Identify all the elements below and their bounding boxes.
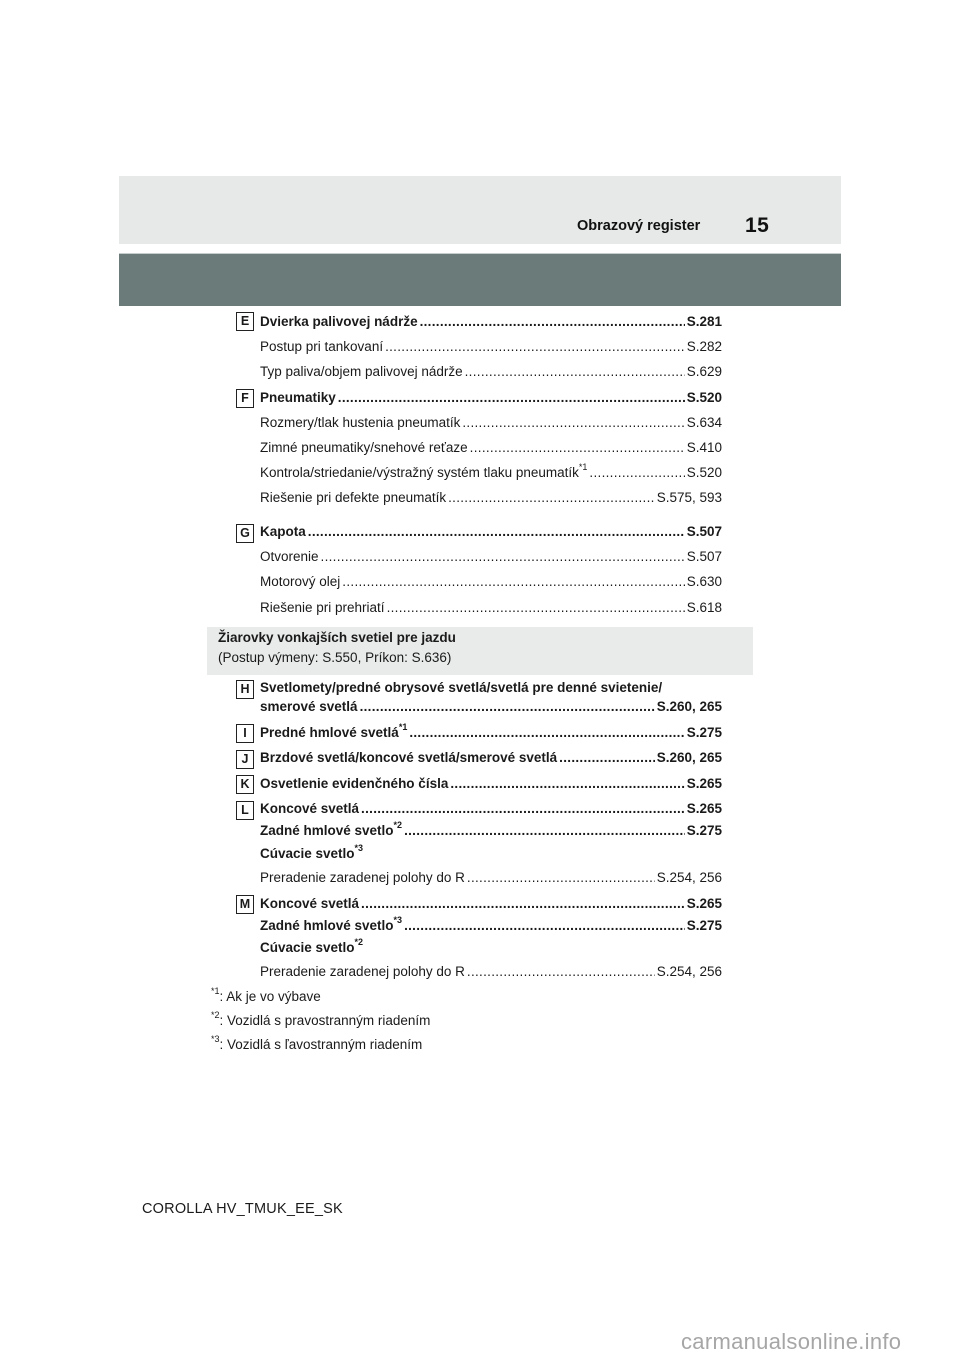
index-entry[interactable]: Preradenie zaradenej polohy do R ..... S.254, 256	[260, 868, 722, 888]
callout-box-l: L	[236, 801, 254, 820]
page-ref[interactable]: S.275	[686, 823, 722, 838]
callout-box-k: K	[236, 775, 254, 794]
index-entry[interactable]: Koncové svetlá ..... S.265	[260, 799, 722, 819]
index-entry[interactable]: Postup pri tankovaní ..... S.282	[260, 337, 722, 357]
footnote-mark: *3	[393, 914, 403, 925]
section-title: Obrazový register	[577, 218, 701, 234]
index-entry[interactable]: Zadné hmlové svetlo$^{*3}$ ..... S.275	[260, 916, 722, 936]
footnote-mark: *3	[354, 842, 364, 853]
footnote: $^{*3}$: Vozidlá s ľavostranným riadením	[211, 1033, 423, 1052]
page-ref[interactable]: S.410	[686, 440, 722, 455]
page-ref[interactable]: S.507	[686, 549, 722, 564]
index-entry[interactable]: Dvierka palivovej nádrže ..... S.281	[260, 312, 722, 332]
index-entry-line1[interactable]: Svetlomety/predné obrysové svetlá/svetlá pre denné svietenie/	[260, 680, 663, 695]
page-ref[interactable]: S.265	[686, 776, 722, 791]
page-ref[interactable]: S.254, 256	[656, 870, 722, 885]
index-entry[interactable]: Koncové svetlá ..... S.265	[260, 894, 722, 914]
page-ref[interactable]: S.282	[686, 339, 722, 354]
page-ref[interactable]: S.618	[686, 600, 722, 615]
page-ref[interactable]: S.281	[686, 314, 722, 329]
footnote-mark: *1	[398, 721, 408, 732]
page-ref[interactable]: S.260, 265	[656, 750, 722, 765]
index-entry[interactable]: Motorový olej ..... S.630	[260, 572, 722, 592]
page-header-dark-band	[119, 253, 841, 306]
page-ref[interactable]: S.520	[686, 390, 722, 405]
index-entry[interactable]: Brzdové svetlá/koncové svetlá/smerové svetlá ..... S.260, 265	[260, 748, 722, 768]
page-ref[interactable]: S.275	[686, 725, 722, 740]
index-entry[interactable]: Otvorenie ..... S.507	[260, 547, 722, 567]
footnote-mark: *2	[354, 936, 364, 947]
callout-box-g: G	[236, 524, 254, 543]
model-code: COROLLA HV_TMUK_EE_SK	[142, 1201, 343, 1217]
callout-box-h: H	[236, 680, 254, 699]
index-entry-heading: Cúvacie svetlo$^{*3}$	[260, 842, 364, 861]
footnote-mark: *2	[393, 819, 403, 830]
index-entry[interactable]: Riešenie pri defekte pneumatík ..... S.575, 593	[260, 488, 722, 508]
index-entry-heading: Cúvacie svetlo$^{*2}$	[260, 936, 364, 955]
page-number: 15	[745, 214, 770, 237]
callout-box-m: M	[236, 895, 254, 914]
index-entry[interactable]: Zimné pneumatiky/snehové reťaze ..... S.410	[260, 438, 722, 458]
index-entry[interactable]: Zadné hmlové svetlo$^{*2}$ ..... S.275	[260, 821, 722, 841]
page-ref[interactable]: S.575, 593	[656, 490, 722, 505]
callout-box-e: E	[236, 312, 254, 331]
callout-box-f: F	[236, 389, 254, 408]
index-entry[interactable]: Typ paliva/objem palivovej nádrže ..... S.629	[260, 362, 722, 382]
page-ref[interactable]: S.275	[686, 918, 722, 933]
section-subheading: (Postup výmeny: S.550, Príkon: S.636)	[218, 650, 452, 665]
page-ref[interactable]: S.520	[686, 465, 722, 480]
footnote: $^{*1}$: Ak je vo výbave	[211, 985, 321, 1004]
index-entry[interactable]: Kontrola/striedanie/výstražný systém tlaku pneumatík$^{*1}$ ..... S.520	[260, 463, 722, 483]
index-entry[interactable]: smerové svetlá ..... S.260, 265	[260, 697, 722, 717]
section-heading: Žiarovky vonkajších svetiel pre jazdu	[218, 630, 456, 645]
page-ref[interactable]: S.630	[686, 574, 722, 589]
index-entry[interactable]: Predné hmlové svetlá$^{*1}$ ..... S.275	[260, 723, 722, 743]
index-entry[interactable]: Preradenie zaradenej polohy do R ..... S.254, 256	[260, 962, 722, 982]
index-entry[interactable]: Riešenie pri prehriatí ..... S.618	[260, 598, 722, 618]
page-ref[interactable]: S.634	[686, 415, 722, 430]
page-ref[interactable]: S.254, 256	[656, 964, 722, 979]
page-ref[interactable]: S.265	[686, 801, 722, 816]
callout-box-j: J	[236, 750, 254, 769]
footnote: $^{*2}$: Vozidlá s pravostranným riadením	[211, 1009, 431, 1028]
index-entry[interactable]: Pneumatiky ..... S.520	[260, 388, 722, 408]
callout-box-i: I	[236, 724, 254, 743]
watermark-link[interactable]: carmanualsonline.info	[681, 1329, 902, 1354]
index-entry[interactable]: Rozmery/tlak hustenia pneumatík ..... S.634	[260, 413, 722, 433]
index-entry[interactable]: Kapota ..... S.507	[260, 522, 722, 542]
page-ref[interactable]: S.629	[686, 364, 722, 379]
index-entry[interactable]: Osvetlenie evidenčného čísla ..... S.265	[260, 774, 722, 794]
page-header-band	[119, 176, 841, 244]
page-ref[interactable]: S.507	[686, 524, 722, 539]
page-ref[interactable]: S.265	[686, 896, 722, 911]
page-ref[interactable]: S.260, 265	[656, 699, 722, 714]
footnote-mark: *1	[578, 461, 588, 472]
